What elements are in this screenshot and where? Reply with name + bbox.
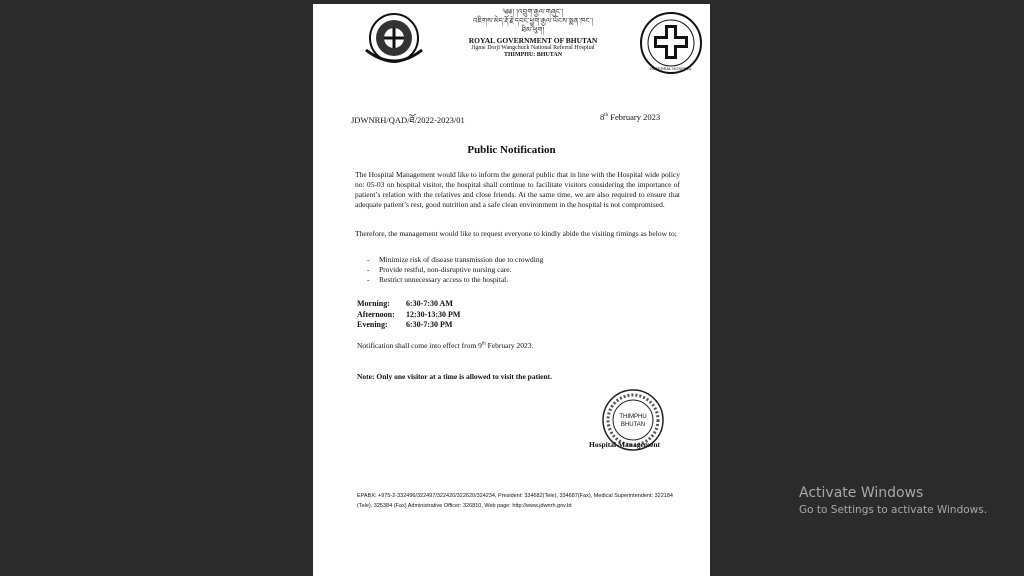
table-row: Afternoon: 12:30-13:30 PM (357, 309, 461, 319)
stamp-line-2: BHUTAN (620, 422, 646, 428)
visitor-note: Note: Only one visitor at a time is allowed to visit the patient. (357, 372, 553, 381)
stamp-line-1: THIMPHU (619, 414, 647, 420)
paragraph-request: Therefore, the management would like to request everyone to kindly abide the visiting timings as below to; (355, 229, 677, 238)
letter-date: 8th February 2023 (600, 112, 661, 122)
letterhead (433, 8, 633, 59)
watermark-title: Activate Windows (799, 485, 924, 501)
footer-contact: EPABX: +975-2-332496/322497/322420/322620/324234, President: 334682(Tele), 334687(Fax), Medical Superintendent: 322184 (Tele), 325384 (Fax) Administrative Officer: 326810, Web page: http://www.jdwnrh.gov.bt (357, 493, 673, 509)
list-item: - Minimize risk of disease transmission due to crowding (367, 255, 544, 264)
bullet-list (367, 255, 543, 285)
signature-block: Hospital Management (589, 440, 661, 449)
dzongkha-line-2: འཇིགས་མེད་རྡོ་རྗེ་དབང་ཕྱུག་རྒྱལ་ཡོངས་སྨན་ཁང་། (472, 17, 594, 25)
hospital-name: Jigme Dorji Wangchuck National Referral Hospital (471, 45, 595, 51)
dzongkha-line-1: ༄༅། །འབྲུག་རྒྱལ་གཞུང་། (502, 8, 564, 16)
watermark-subtitle: Go to Settings to activate Windows. (799, 504, 988, 516)
list-item: - Provide restful, non-disruptive nursing care. (367, 265, 512, 274)
city-name: THIMPHU: BHUTAN (503, 52, 563, 58)
table-row: Morning: 6:30-7:30 AM (357, 299, 453, 308)
government-name: ROYAL GOVERNMENT OF BHUTAN (468, 36, 598, 45)
effective-date-text: Notification shall come into effect from 9th February 2023. (357, 341, 534, 350)
page-title: Public Notification (467, 144, 556, 156)
seal-caption: REFERRAL HOSPITAL (650, 66, 692, 71)
visiting-timings (357, 299, 460, 331)
table-row: Evening: 6:30-7:30 PM (357, 320, 453, 329)
document-page (313, 4, 710, 576)
paragraph-intro: The Hospital Management would like to inform the general public that in line with the Hospital wide policy no: 05-03 on hospital visitor, the hospital shall continue to facilitate visitors considering the importance of patient’s relation with the relatives and close friends. At the same time, we are also required to ensure that adequate patient’s rest, good nutrition and a safe clean environment in the hospital is not compromised. (355, 170, 680, 209)
list-item: - Restrict unnecessary access to the hospital. (367, 275, 509, 284)
reference-number: JDWNRH/QAD/ཐོ/2022-2023/01 (351, 115, 465, 125)
hospital-cross-seal-icon (639, 11, 703, 75)
activation-watermark (799, 484, 987, 518)
dzongkha-line-3: ཐིམ་ཕུག། (521, 26, 545, 34)
royal-government-emblem-icon (358, 10, 430, 68)
